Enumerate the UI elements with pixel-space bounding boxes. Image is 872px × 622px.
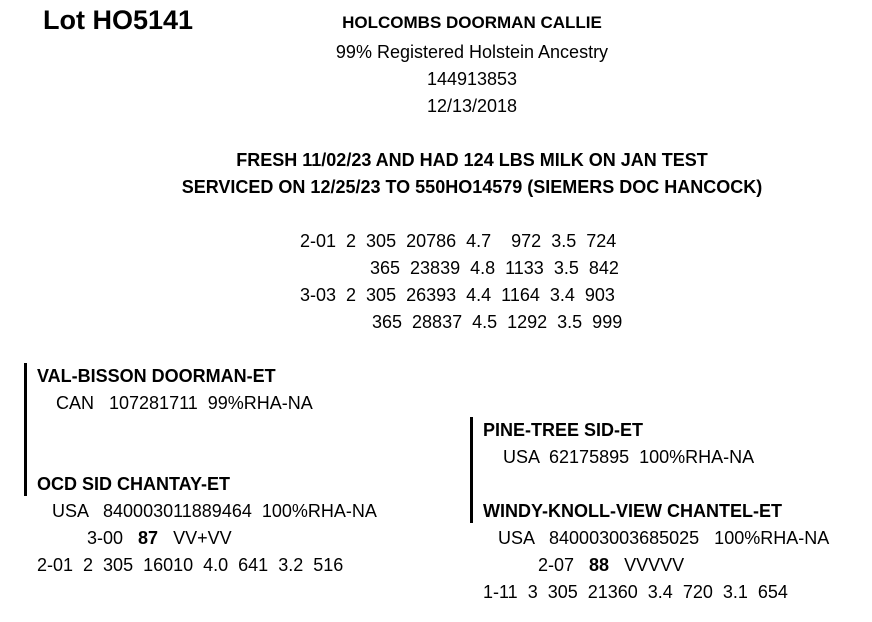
animal-name: HOLCOMBS DOORMAN CALLIE	[342, 13, 602, 32]
maternal-granddam-name: WINDY-KNOLL-VIEW CHANTEL-ET	[483, 501, 782, 521]
production-record: 365 23839 4.8 1133 3.5 842	[370, 258, 619, 278]
granddam-class-score: 88	[589, 555, 610, 575]
dam-class-rating: VV+VV	[173, 528, 232, 548]
lot-number: Lot HO5141	[43, 5, 194, 35]
dam-info: USA 840003011889464 100%RHA-NA	[52, 501, 377, 521]
dam-class-age: 3-00	[87, 528, 124, 548]
sire-name: VAL-BISSON DOORMAN-ET	[37, 366, 276, 386]
granddam-class-rating: VVVVV	[624, 555, 685, 575]
maternal-grandsire-info: USA 62175895 100%RHA-NA	[503, 447, 755, 467]
production-record: 2-01 2 305 20786 4.7 972 3.5 724	[300, 231, 617, 251]
registration-number: 144913853	[426, 69, 518, 89]
dam-record: 2-01 2 305 16010 4.0 641 3.2 516	[37, 555, 344, 575]
maternal-granddam-info: USA 840003003685025 100%RHA-NA	[498, 528, 830, 548]
maternal-grandsire-name: PINE-TREE SID-ET	[483, 420, 644, 440]
dam-name: OCD SID CHANTAY-ET	[37, 474, 231, 494]
pedigree-bracket-granddam	[470, 417, 473, 523]
ancestry-line: 99% Registered Holstein Ancestry	[335, 42, 609, 62]
pedigree-bracket-sire-dam	[24, 363, 27, 496]
granddam-class-age: 2-07	[538, 555, 575, 575]
production-record: 3-03 2 305 26393 4.4 1164 3.4 903	[300, 285, 615, 305]
service-note: SERVICED ON 12/25/23 TO 550HO14579 (SIEMERS DOC HANCOCK)	[181, 177, 763, 197]
maternal-granddam-record: 1-11 3 305 21360 3.4 720 3.1 654	[483, 582, 788, 602]
birth-date: 12/13/2018	[426, 96, 518, 116]
dam-class-score: 87	[138, 528, 159, 548]
maternal-granddam-classification	[538, 555, 684, 576]
production-record: 365 28837 4.5 1292 3.5 999	[372, 312, 623, 332]
sire-info: CAN 107281711 99%RHA-NA	[56, 393, 313, 413]
dam-classification	[87, 528, 232, 549]
fresh-note: FRESH 11/02/23 AND HAD 124 LBS MILK ON JAN TEST	[236, 150, 708, 170]
